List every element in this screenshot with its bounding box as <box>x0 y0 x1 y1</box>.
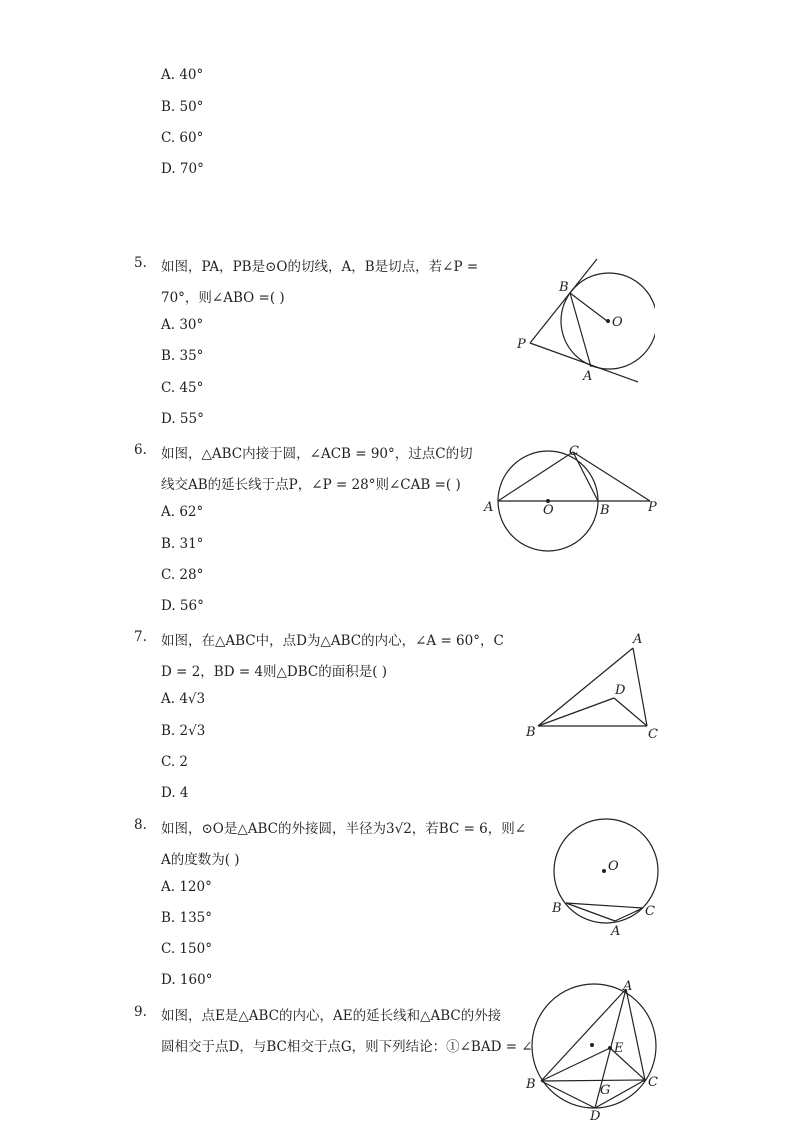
q7-option-d: D. 4 <box>161 785 189 801</box>
q5-option-c: C. 45° <box>161 380 204 396</box>
q5-figure <box>505 255 655 385</box>
q9-stem-line1: 如图，点E是△ABC的内心，AE的延长线和△ABC的外接 <box>161 1008 502 1024</box>
q6-figure <box>480 442 660 554</box>
q9-number: 9. <box>134 1004 147 1020</box>
q6-tangent-cp <box>573 452 650 501</box>
q5-label-b: B <box>559 280 569 295</box>
q7-segment-bd <box>538 698 614 726</box>
q9-label-c: C <box>648 1075 658 1090</box>
q6-label-o: O <box>543 503 554 518</box>
q6-option-a: A. 62° <box>161 504 204 520</box>
q9-label-d: D <box>590 1109 601 1123</box>
q8-stem-line2: A的度数为( ) <box>161 852 240 868</box>
q8-label-a: A <box>611 924 621 939</box>
q6-stem-line2: 线交AB的延长线于点P，∠P = 28°则∠CAB =( ) <box>161 477 461 493</box>
q8-label-o: O <box>608 859 619 874</box>
q6-label-b: B <box>600 503 610 518</box>
q7-option-b: B. 2√3 <box>161 723 206 739</box>
q8-stem-line1: 如图，⊙O是△ABC的外接圆，半径为3√2，若BC = 6，则∠ <box>161 821 527 837</box>
q9-incenter-dot <box>608 1046 612 1050</box>
q6-line-ac <box>498 452 573 501</box>
q5-option-d: D. 55° <box>161 411 204 427</box>
q6-option-c: C. 28° <box>161 567 204 583</box>
q9-center-dot <box>590 1043 594 1047</box>
q6-label-p: P <box>648 500 657 515</box>
q6-label-c: C <box>569 444 579 459</box>
q5-option-a: A. 30° <box>161 317 204 333</box>
q5-chord-ab <box>570 293 591 367</box>
q9-label-g: G <box>600 1083 611 1098</box>
q9-segment-bd <box>541 1081 595 1108</box>
q7-label-d: D <box>615 683 626 698</box>
q7-stem-line2: D = 2，BD = 4则△DBC的面积是( ) <box>161 664 388 680</box>
q5-stem-line2: 70°，则∠ABO =( ) <box>161 290 285 306</box>
q5-radius-bo <box>570 293 607 321</box>
q6-number: 6. <box>134 442 147 458</box>
q9-label-a: A <box>623 979 633 994</box>
q8-option-c: C. 150° <box>161 941 212 957</box>
q9-label-e: E <box>614 1041 624 1056</box>
q8-label-c: C <box>645 904 655 919</box>
q7-stem-line1: 如图，在△ABC中，点D为△ABC的内心，∠A = 60°，C <box>161 633 504 649</box>
q7-option-c: C. 2 <box>161 754 189 770</box>
q8-center-dot <box>602 869 606 873</box>
q7-option-a: A. 4√3 <box>161 691 206 707</box>
q9-side-bc <box>541 1080 645 1081</box>
q5-option-b: B. 35° <box>161 348 204 364</box>
q7-side-ac <box>633 648 647 726</box>
q6-option-d: D. 56° <box>161 598 204 614</box>
q9-side-ac <box>626 989 645 1080</box>
q5-center-dot <box>606 319 610 323</box>
q4-option-d: D. 70° <box>161 161 204 177</box>
q5-number: 5. <box>134 255 147 271</box>
q9-segment-be <box>541 1048 610 1081</box>
q7-label-b: B <box>526 725 536 740</box>
q5-tangent-pb <box>530 259 597 343</box>
q8-option-a: A. 120° <box>161 879 212 895</box>
q7-label-a: A <box>633 632 643 647</box>
q7-segment-cd <box>614 698 647 726</box>
q8-option-b: B. 135° <box>161 910 213 926</box>
q8-option-d: D. 160° <box>161 972 213 988</box>
q7-figure <box>520 628 665 743</box>
q5-label-a: A <box>583 369 593 384</box>
q6-label-a: A <box>484 500 494 515</box>
q8-side-ac <box>615 908 643 921</box>
q4-option-c: C. 60° <box>161 130 204 146</box>
q9-figure <box>520 978 670 1123</box>
q8-figure <box>540 816 670 941</box>
q9-stem-line2: 圆相交于点D，与BC相交于点G，则下列结论：①∠BAD = ∠ <box>161 1039 533 1055</box>
q7-number: 7. <box>134 629 147 645</box>
q4-option-b: B. 50° <box>161 99 204 115</box>
q5-label-o: O <box>612 315 623 330</box>
q4-option-a: A. 40° <box>161 67 204 83</box>
q8-number: 8. <box>134 817 147 833</box>
q5-label-p: P <box>517 337 526 352</box>
q8-label-b: B <box>552 901 562 916</box>
q6-stem-line1: 如图，△ABC内接于圆，∠ACB = 90°，过点C的切 <box>161 446 473 462</box>
q9-side-ab <box>541 989 626 1081</box>
q5-stem-line1: 如图，PA，PB是⊙O的切线，A，B是切点，若∠P = <box>161 259 479 275</box>
q6-option-b: B. 31° <box>161 536 204 552</box>
q9-label-b: B <box>526 1077 536 1092</box>
q7-label-c: C <box>648 727 658 742</box>
